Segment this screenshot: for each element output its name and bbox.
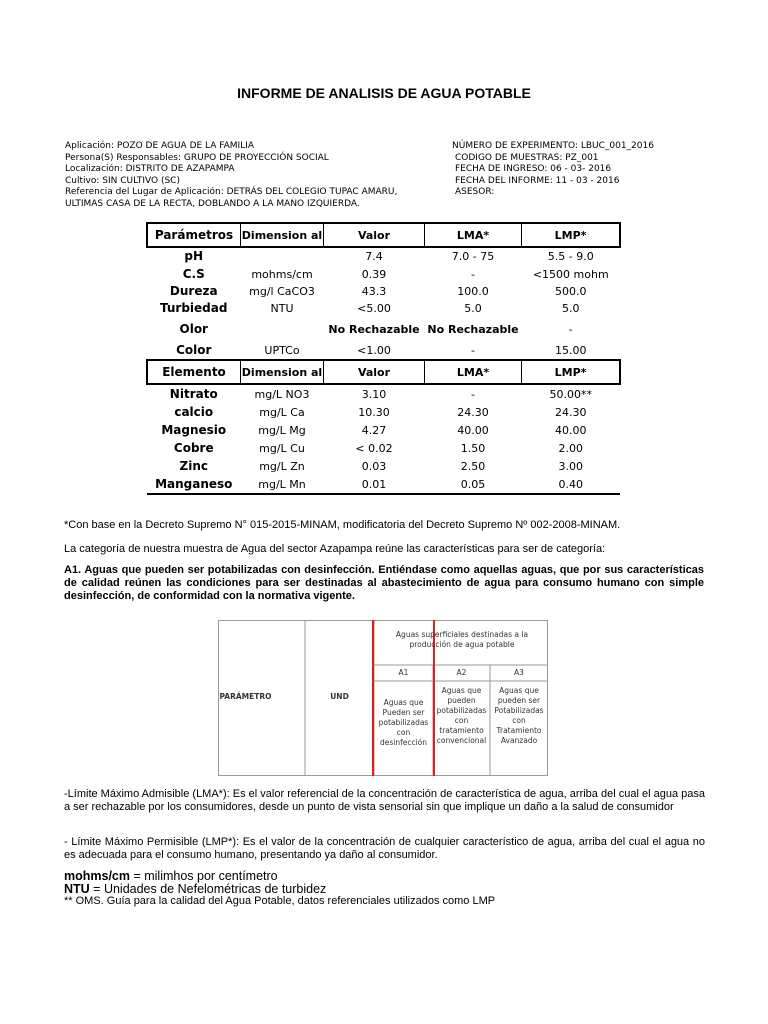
legend-mohms (64, 869, 278, 883)
element-value: < 0.02 (355, 441, 393, 455)
table-row (147, 421, 620, 439)
param-value: 43.3 (361, 285, 387, 298)
param-unit: mg/l CaCO3 (249, 285, 315, 298)
meta-asesor: ASESOR: (455, 187, 495, 197)
ref-desc-a1: Aguas que Pueden ser potabilizadas con desinfección (378, 698, 429, 747)
element-lmp: 2.00 (558, 441, 583, 455)
element-unit: mg/L Mn (241, 475, 324, 494)
element-value: 10.30 (358, 405, 390, 419)
param-unit: UPTCo (264, 344, 300, 357)
element-lma: 0.05 (425, 475, 522, 494)
a1-description: A1. Aguas que pueden ser potabilizadas con desinfección. Entiéndase como aquellas aguas, que por sus características de calidad reúnen las condiciones para ser destinadas al abastecimiento de agua para consumo humano con simple desinfección, de conformidad con la normativa vigente. (64, 564, 704, 602)
element-name: calcio (174, 404, 214, 419)
param-unit (241, 247, 324, 265)
meta-right (452, 141, 654, 199)
element-lma: 40.00 (457, 423, 489, 437)
element-lmp: 3.00 (558, 459, 583, 473)
header-lma: LMA* (425, 223, 522, 247)
header-lmp: LMP* (522, 223, 621, 247)
table-row (147, 265, 620, 283)
element-value: 3.10 (361, 387, 387, 401)
meta-aplicacion: Aplicación: POZO DE AGUA DE LA FAMILIA (65, 141, 255, 151)
param-value: <1.00 (357, 344, 391, 357)
param-lma: 5.0 (464, 301, 482, 315)
table-row (147, 316, 620, 342)
param-name: pH (184, 249, 204, 263)
ref-col-a3: A3 (514, 668, 524, 677)
element-unit: mg/L Mg (258, 423, 306, 437)
param-name: Olor (179, 321, 208, 336)
param-lmp: 500.0 (555, 285, 587, 298)
header-lma: LMA* (425, 360, 522, 384)
meta-responsables: Persona(S) Responsables: GRUPO DE PROYECCIÓN SOCIAL (65, 152, 329, 163)
ref-param-label: PARÁMETRO (219, 692, 272, 701)
header-parametros: Parámetros (147, 223, 241, 247)
table-row (147, 300, 620, 316)
meta-referencia: Referencia del Lugar de Aplicación: DETRÁS DEL COLEGIO TUPAC AMARU, (65, 187, 398, 197)
legend-ntu-term: NTU (64, 882, 90, 896)
legend-mohms-desc: = milimhos por centímetro (130, 869, 278, 883)
param-lma: No Rechazable (427, 322, 519, 336)
header-elemento: Elemento (147, 360, 241, 384)
param-value: No Rechazable (328, 322, 420, 336)
element-unit: mg/L NO3 (254, 387, 310, 401)
param-value: 7.4 (365, 250, 383, 263)
ref-desc-a3: Aguas que pueden ser Potabilizadas con Tratamiento Avanzado (494, 686, 544, 745)
report-title: INFORME DE ANALISIS DE AGUA POTABLE (237, 85, 531, 101)
header-valor: Valor (324, 223, 425, 247)
element-lmp: 24.30 (555, 405, 587, 419)
element-name: Nitrato (169, 386, 218, 401)
ref-col-a1: A1 (398, 668, 409, 677)
decreto-note: *Con base en la Decreto Supremo N° 015-2015-MINAM, modificatoria del Decreto Supremo Nº 002-2008-MINAM. (64, 519, 621, 531)
element-lma: 2.50 (460, 459, 486, 473)
param-unit (241, 316, 324, 342)
category-reference-image (218, 620, 548, 776)
element-lma: 1.50 (460, 441, 486, 455)
param-lma: - (471, 267, 475, 281)
param-lmp: <1500 mohm (532, 267, 609, 281)
header-dimensional: Dimension al (241, 223, 324, 247)
table-row (147, 475, 620, 494)
param-lmp: 5.5 - 9.0 (547, 250, 594, 263)
param-lmp: - (568, 322, 573, 336)
meta-referencia-cont: ULTIMAS CASA DE LA RECTA, DOBLANDO A LA MANO IZQUIERDA. (65, 198, 360, 209)
param-unit: NTU (270, 301, 294, 315)
element-value: 0.01 (324, 475, 425, 494)
element-name: Magnesio (161, 422, 227, 437)
element-lma: 24.30 (457, 405, 489, 419)
param-lmp: 15.00 (555, 344, 587, 357)
param-lma: - (471, 344, 475, 357)
element-lmp: 40.00 (555, 423, 587, 437)
ref-col-a2: A2 (456, 668, 467, 677)
meta-fecha-informe: FECHA DEL INFORME: 11 - 03 - 2016 (455, 175, 620, 186)
table-row (147, 247, 620, 265)
meta-codigo: CODIGO DE MUESTRAS: PZ_001 (455, 152, 599, 163)
param-lma: 7.0 - 75 (451, 250, 495, 263)
table-row (147, 403, 620, 421)
meta-left (65, 141, 397, 210)
element-name: Manganeso (147, 475, 241, 494)
ref-desc-a2: Aguas que pueden potabilizadas con tratamiento convencional (436, 686, 487, 745)
meta-cultivo: Cultivo: SIN CULTIVO (SC) (65, 175, 180, 186)
element-unit: mg/L Ca (259, 405, 305, 419)
categoria-text: La categoría de nuestra muestra de Agua del sector Azapampa reúne las características para ser de categoría: (64, 543, 606, 555)
lmp-definition: - Límite Máximo Permisible (LMP*): Es el valor de la concentración de cualquier característico de agua, arriba del cual el agua no es adecuada para el consumo humano, presentando ya daño al consumidor. (64, 836, 705, 861)
oms-note: ** OMS. Guía para la calidad del Agua Potable, datos referenciales utilizados como LMP (64, 895, 496, 907)
element-unit: mg/L Cu (259, 441, 305, 455)
lma-definition: -Límite Máximo Admisible (LMA*): Es el valor referencial de la concentración de característica de agua, arriba del cual el agua pasa a ser rechazable por los consumidores, desde un punto de vista sensorial sin que implique un daño a la salud de consumidor (64, 788, 705, 813)
table-row (147, 342, 620, 360)
header-dimensional: Dimension al (241, 360, 324, 384)
legend-ntu (64, 882, 326, 896)
ref-und-label: UND (330, 692, 349, 701)
table-row (147, 384, 620, 403)
meta-experimento: NÚMERO DE EXPERIMENTO: LBUC_001_2016 (452, 141, 654, 151)
meta-localizacion: Localización: DISTRITO DE AZAPAMPA (65, 164, 235, 174)
element-unit: mg/L Zn (259, 459, 305, 473)
table1-header (147, 223, 620, 247)
header-valor: Valor (324, 360, 425, 384)
table-row (147, 439, 620, 457)
param-lmp: 5.0 (562, 301, 580, 315)
element-value: 0.03 (361, 459, 387, 473)
param-name: Turbiedad (160, 300, 228, 315)
param-lma: 100.0 (457, 285, 489, 298)
legend-mohms-term: mohms/cm (64, 869, 130, 883)
ref-group-header: Aguas superficiales destinadas a la producción de agua potable (395, 630, 529, 649)
element-lmp: 50.00** (549, 387, 592, 401)
header-lmp: LMP* (522, 360, 621, 384)
results-table (146, 222, 621, 495)
element-name: Zinc (179, 458, 208, 473)
element-lmp: 0.40 (522, 475, 621, 494)
table2-header (147, 360, 620, 384)
table-row (147, 283, 620, 300)
element-name: Cobre (173, 440, 214, 455)
param-value: 0.39 (361, 267, 387, 281)
table-row (147, 457, 620, 475)
param-name: Color (176, 343, 212, 357)
element-value: 4.27 (361, 423, 387, 437)
param-name: C.S (182, 266, 205, 281)
element-lma: - (471, 387, 475, 401)
param-value: <5.00 (357, 301, 391, 315)
legend-ntu-desc: = Unidades de Nefelométricas de turbidez (89, 882, 327, 896)
param-unit: mohms/cm (251, 267, 313, 281)
meta-fecha-ingreso: FECHA DE INGRESO: 06 - 03- 2016 (455, 164, 612, 174)
param-name: Dureza (169, 284, 218, 298)
